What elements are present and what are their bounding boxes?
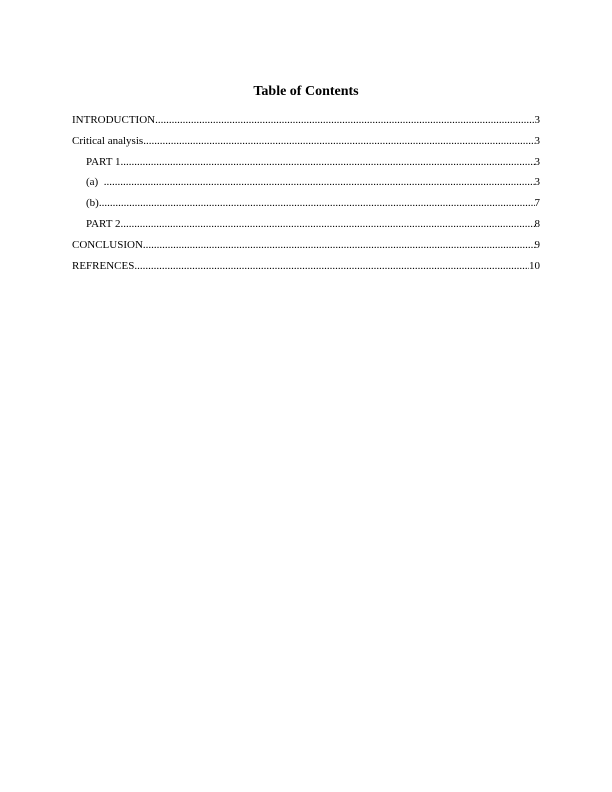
- toc-entry-b[interactable]: [72, 196, 540, 217]
- toc-dot-leader: [155, 113, 534, 127]
- toc-entry-label: INTRODUCTION: [72, 114, 156, 126]
- toc-entry-a[interactable]: [72, 175, 540, 196]
- toc-entry-label: PART 2: [86, 217, 121, 230]
- toc-dot-leader: [143, 238, 535, 252]
- toc-entry-conclusion[interactable]: [72, 238, 540, 259]
- toc-entry-references[interactable]: [72, 259, 540, 280]
- toc-title: Table of Contents: [253, 84, 359, 99]
- toc-entry-label: (b): [86, 197, 99, 210]
- toc-dot-leader: [99, 196, 535, 210]
- toc-entry-label: REFRENCES: [72, 259, 135, 272]
- toc-entry-critical-analysis[interactable]: [72, 134, 540, 155]
- toc-entry-introduction[interactable]: [72, 113, 540, 134]
- toc-entry-page: 3: [534, 176, 540, 189]
- toc-entry-label: (a): [86, 176, 104, 189]
- toc-entry-page: 3: [534, 155, 540, 168]
- toc-entry-page: 7: [534, 197, 540, 210]
- toc-entry-label: PART 1: [86, 155, 121, 168]
- toc-entry-page: 10: [529, 259, 540, 272]
- toc-list: [72, 113, 540, 279]
- toc-dot-leader: [104, 175, 535, 189]
- toc-entry-label: Critical analysis: [72, 134, 144, 147]
- toc-dot-leader: [143, 134, 534, 148]
- toc-entry-page: 3: [534, 134, 540, 147]
- toc-entry-label: CONCLUSION: [72, 238, 143, 251]
- toc-entry-part-2[interactable]: [72, 217, 540, 238]
- toc-entry-page: 9: [534, 238, 540, 251]
- toc-entry-page: 3: [534, 114, 540, 126]
- toc-entry-page: 8: [534, 217, 540, 230]
- toc-dot-leader: [121, 217, 535, 231]
- toc-dot-leader: [134, 259, 529, 273]
- toc-dot-leader: [121, 155, 535, 169]
- toc-entry-part-1[interactable]: [72, 155, 540, 176]
